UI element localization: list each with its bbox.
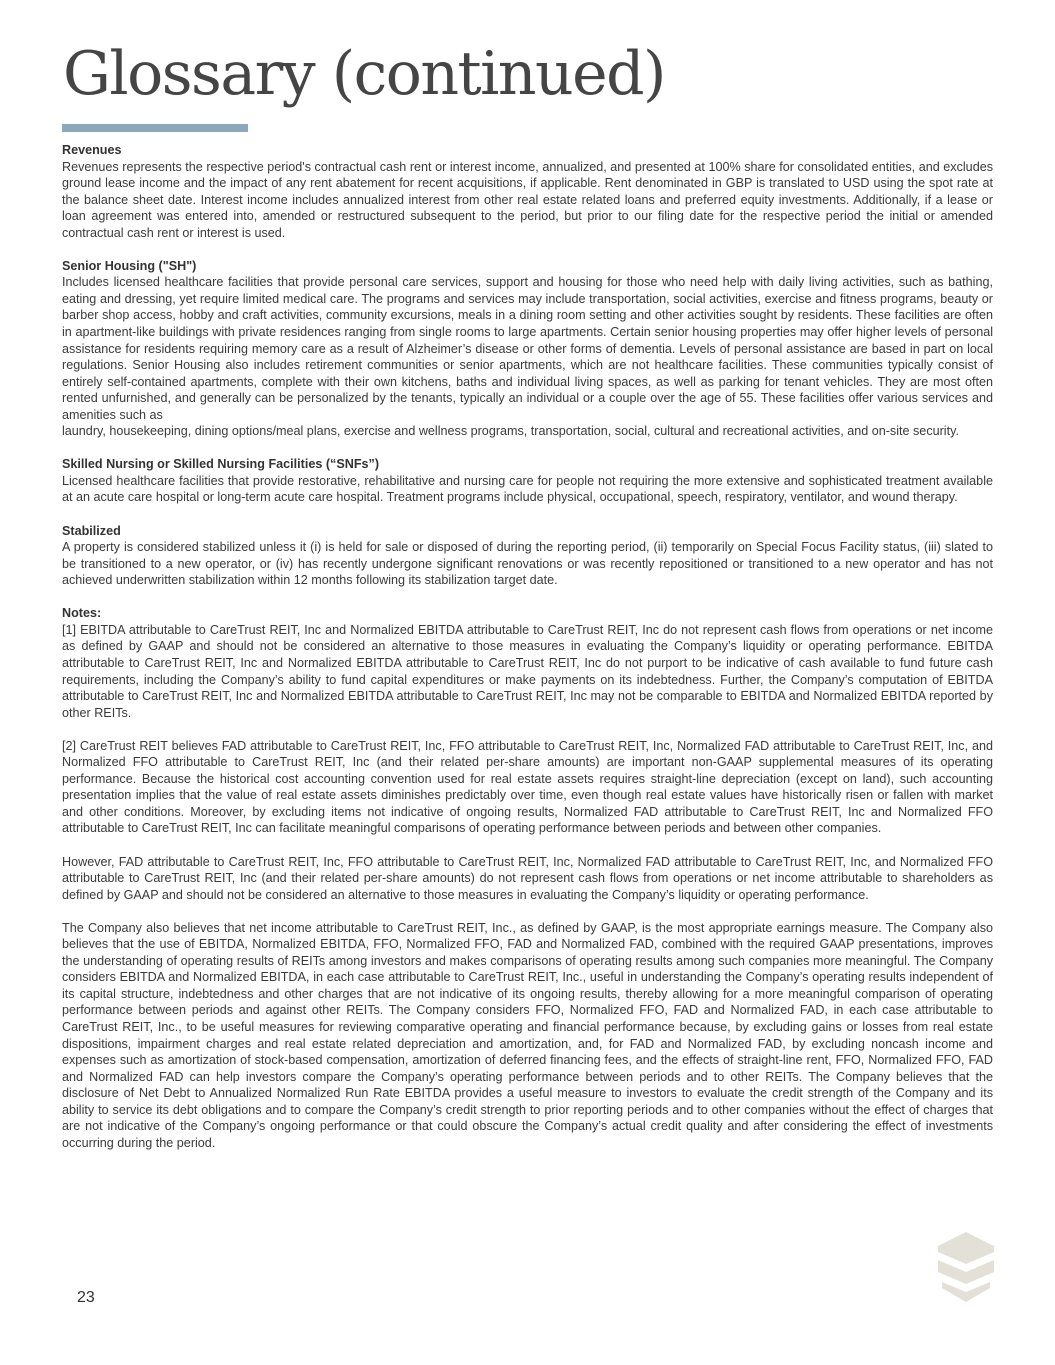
company-logo-icon: [936, 1232, 996, 1309]
section-heading-revenues: Revenues: [62, 143, 122, 157]
note-2-continued: However, FAD attributable to CareTrust REIT, Inc, FFO attributable to CareTrust REIT, Inc, Normalized FAD attributable to CareTrust REIT, Inc, and Normalized FFO attributable to CareTrust REIT, Inc (and their related per-share amounts) do not represent cash flows from operations or net income attributable to shareholders as defined by GAAP and should not be considered an alternative to those measures in evaluating the Company’s liquidity or operating performance.: [62, 854, 993, 902]
section-text-senior-housing: [62, 274, 993, 439]
section-text-skilled-nursing: Licensed healthcare facilities that provide restorative, rehabilitative and nursing care for people not requiring the more extensive and sophisticated treatment available at an acute care hospital or long-term acute care hospital. Treatment programs include physical, occupational, speech, respiratory, ventilator, and wound therapy.: [62, 473, 993, 505]
page-title: Glossary (continued): [63, 39, 665, 109]
section-heading-senior-housing: Senior Housing ("SH"): [62, 258, 197, 273]
note-company-beliefs: The Company also believes that net income attributable to CareTrust REIT, Inc., as defined by GAAP, is the most appropriate earnings measure. The Company also believes that the use of EBITDA, Normalized EBITDA, FFO, Normalized FFO, FAD and Normalized FAD, combined with the required GAAP presentations, improves the understanding of operating results of REITs among investors and makes comparisons of operating results among such companies more meaningful. The Company considers EBITDA and Normalized EBITDA, in each case attributable to CareTrust REIT, Inc., useful in understanding the Company’s operating results independent of its capital structure, indebtedness and other charges that are not indicative of its ongoing results, thereby allowing for a more meaningful comparison of operating performance between periods and against other REITs. The Company considers FFO, Normalized FFO, FAD and Normalized FAD, in each case attributable to CareTrust REIT, Inc., to be useful measures for reviewing comparative operating and financial performance because, by excluding gains or losses from real estate dispositions, impairment charges and real estate related depreciation and amortization, and, for FAD and Normalized FAD, by excluding noncash income and expenses such as amortization of stock-based compensation, amortization of deferred financing fees, and the effects of straight-line rent, FFO, Normalized FFO, FAD and Normalized FAD can help investors compare the Company’s operating performance between periods and to other REITs. The Company believes that the disclosure of Net Debt to Annualized Normalized Run Rate EBITDA provides a useful measure to investors to evaluate the credit strength of the Company and its ability to service its debt obligations and to compare the Company’s credit strength to prior reporting periods and to other companies without the effect of charges that are not indicative of the Company’s ongoing performance or that could obscure the Company’s actual credit quality and after considering the effect of investments occurring during the period.: [62, 920, 993, 1150]
section-heading-skilled-nursing: Skilled Nursing or Skilled Nursing Facilities (“SNFs”): [62, 457, 380, 472]
note-2: [2] CareTrust REIT believes FAD attributable to CareTrust REIT, Inc, FFO attributable to CareTrust REIT, Inc, Normalized FAD attributable to CareTrust REIT, Inc, and Normalized FFO attributable to CareTrust REIT, Inc (and their related per-share amounts) are important non-GAAP supplemental measures of its operating performance. Because the historical cost accounting convention used for real estate assets requires straight-line depreciation (except on land), such accounting presentation implies that the value of real estate assets diminishes predictably over time, even though real estate values have historically risen or fallen with market and other conditions. Moreover, by excluding items not indicative of ongoing results, Normalized FAD attributable to CareTrust REIT, Inc and Normalized FFO attributable to CareTrust REIT, Inc can facilitate meaningful comparisons of operating performance between periods and between other companies.: [62, 738, 993, 836]
glossary-content: [62, 142, 993, 1168]
notes-heading: Notes:: [62, 606, 102, 621]
section-text-stabilized: A property is considered stabilized unless it (i) is held for sale or disposed of during the reporting period, (ii) temporarily on Special Focus Facility status, (iii) slated to be transitioned to a new operator, or (iv) has recently undergone significant renovations or was recently repositioned or transitioned to a new operator and has not achieved underwritten stabilization within 12 months following its stabilization target date.: [62, 540, 993, 588]
section-text-revenues: Revenues represents the respective period's contractual cash rent or interest income, annualized, and presented at 100% share for consolidated entities, and excludes ground lease income and the impact of any rent abatement for recent acquisitions, if applicable. Rent denominated in GBP is translated to USD using the spot rate at the balance sheet date. Interest income includes annualized interest from other real estate related loans and preferred equity investments. Additionally, if a lease or loan agreement was entered into, amended or restructured subsequent to the period, but prior to our filing date for the respective period the initial or amended contractual cash rent or interest is used.: [62, 159, 993, 240]
section-text-senior-housing-part1: Includes licensed healthcare facilities that provide personal care services, support and housing for those who need help with daily living activities, such as bathing, eating and dressing, yet require limited medical care. The programs and services may include transportation, social activities, exercise and fitness programs, beauty or barber shop access, hobby and craft activities, community excursions, meals in a dining room setting and other activities sought by residents. These facilities are often in apartment-like buildings with private residences ranging from single rooms to large apartments. Certain senior housing properties may offer higher levels of personal assistance for residents requiring memory care as a result of Alzheimer’s disease or other forms of dementia. Levels of personal assistance are based in part on local regulations. Senior Housing also includes retirement communities or senior apartments, which are not healthcare facilities. These communities typically consist of entirely self-contained apartments, complete with their own kitchens, baths and individual living spaces, as well as parking for tenant vehicles. They are most often rented unfurnished, and generally can be personalized by the tenants, typically an individual or a couple over the age of 55. These facilities offer various services and amenities such as: [62, 275, 993, 422]
section-heading-stabilized: Stabilized: [62, 523, 121, 538]
page-number: 23: [77, 1289, 95, 1306]
title-underline-bar: [62, 124, 248, 132]
note-1: [1] EBITDA attributable to CareTrust REIT, Inc and Normalized EBITDA attributable to CareTrust REIT, Inc do not represent cash flows from operations or net income as defined by GAAP and should not be considered an alternative to those measures in evaluating the Company’s liquidity or operating performance. EBITDA attributable to CareTrust REIT, Inc and Normalized EBITDA attributable to CareTrust REIT, Inc do not purport to be indicative of cash available to fund future cash requirements, including the Company’s ability to fund capital expenditures or make payments on its indebtedness. Further, the Company’s computation of EBITDA attributable to CareTrust REIT, Inc and Normalized EBITDA attributable to CareTrust REIT, Inc may not be comparable to EBITDA and Normalized EBITDA reported by other REITs.: [62, 622, 993, 720]
section-text-senior-housing-part2: laundry, housekeeping, dining options/meal plans, exercise and wellness programs, transportation, social, cultural and recreational activities, and on-site security.: [62, 424, 959, 439]
